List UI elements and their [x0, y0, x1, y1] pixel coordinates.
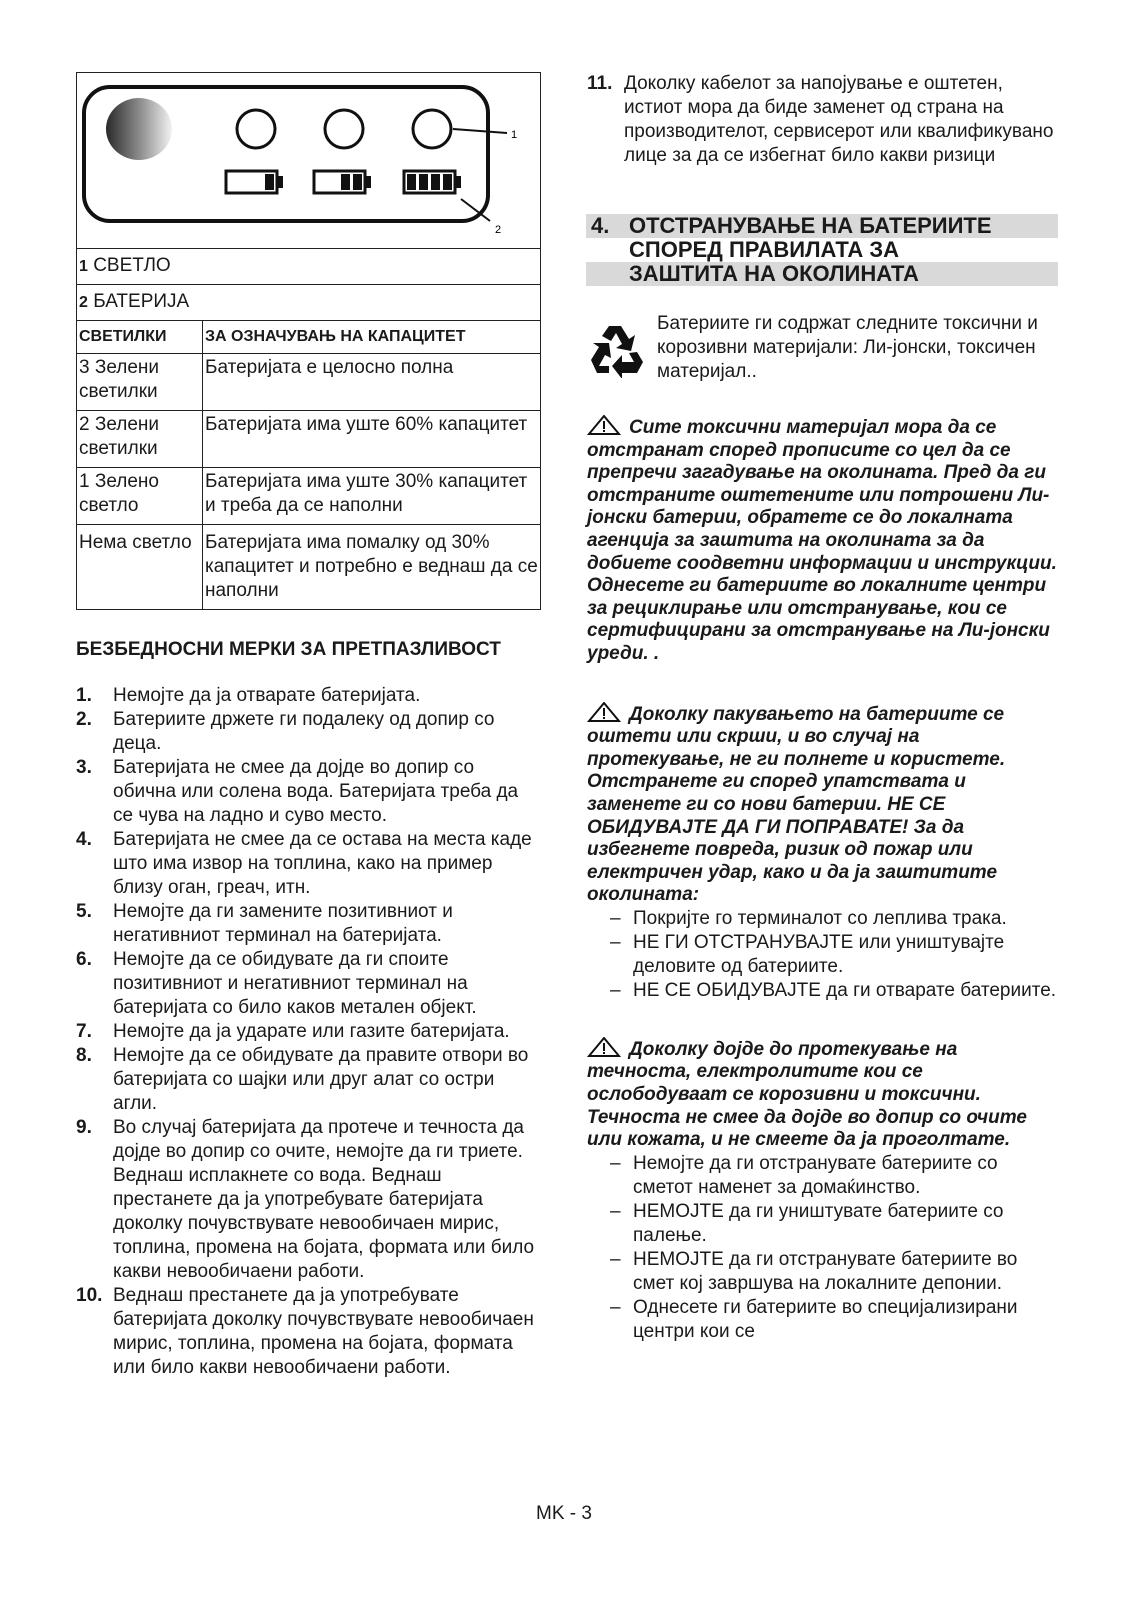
- left-column: [76, 72, 541, 1380]
- list-item: [76, 900, 541, 948]
- row-meaning: Батеријата има уште 30% капацитет и треба да се наполни: [203, 468, 541, 525]
- warning-text: Доколку пакувањето на батериите се оштети или скрши, и во случај на протекување, не ги полнете и користете. Отстранете ги според упатствата и заменете ги со нови батерии. НЕ СЕ ОБИДУВАЈТЕ ДА ГИ ПОПРАВАТЕ! За да избегнете повреда, ризик од пожар или електричен удар, како и да ја заштитите околината:: [587, 703, 1006, 906]
- precaution-list: [587, 907, 1057, 1003]
- list-item: [587, 72, 1057, 168]
- knob-graphic: [106, 98, 172, 160]
- warning-block-3: [587, 1037, 1057, 1152]
- item-number: 6.: [76, 949, 92, 970]
- battery-indicator-figure: [77, 73, 541, 249]
- list-item: [76, 1020, 541, 1044]
- disposal-section-heading: [587, 214, 1057, 286]
- item-number: 11.: [587, 73, 613, 94]
- item-number: 1.: [76, 685, 92, 706]
- row-lights: 3 Зелени светилки: [77, 354, 203, 411]
- list-item: [76, 684, 541, 708]
- item-text: Немојте да ја отварате батеријата.: [113, 685, 421, 706]
- item-text: Немојте да ја ударате или газите батеријата.: [113, 1021, 510, 1042]
- row-meaning: Батеријата има уште 60% капацитет: [203, 411, 541, 468]
- legend-2-text: БАТЕРИЈА: [93, 291, 190, 312]
- list-item: – НЕМОЈТЕ да ги отстранувате батериите во смет кој завршува на локалните депонии.: [610, 1248, 1057, 1296]
- indicator-table: [76, 72, 541, 610]
- recycle-note: [587, 312, 1057, 385]
- item-text: Доколку кабелот за напојување е оштетен, истиот мора да биде заменет од страна на производителот, сервисерот или квалификувано лице за да се избегнат било какви ризици: [624, 73, 1054, 166]
- item-number: 7.: [76, 1021, 92, 1042]
- list-item: [76, 1284, 541, 1380]
- item-number: 4.: [76, 829, 92, 850]
- item-text: Батериите држете ги подалеку од допир со деца.: [113, 709, 495, 754]
- list-item: – НЕМОЈТЕ да ги уништувате батериите со палење.: [610, 1200, 1057, 1248]
- row-lights: 1 Зелено светло: [77, 468, 203, 525]
- safety-list: [76, 684, 541, 1380]
- warning-block-1: [587, 415, 1057, 666]
- legend-row-1: [77, 249, 541, 285]
- list-item: – Немојте да ги отстранувате батериите со сметот наменет за домаќинство.: [610, 1152, 1057, 1200]
- item-text: Веднаш престанете да ја употребувате батеријата доколку почувствувате невообичаен мирис, топлина, промена на бојата, формата или било какви невообичаени работи.: [113, 1285, 534, 1378]
- list-item: [76, 756, 541, 828]
- item-number: 10.: [76, 1285, 103, 1306]
- list-item: [76, 708, 541, 756]
- heading-line: СПОРЕД ПРАВИЛАТА ЗА: [629, 237, 900, 262]
- item-text: Батеријата не смее да дојде во допир со обична или солена вода. Батеријата треба да се чува на ладно и суво место.: [113, 757, 519, 826]
- indicator-light-3: [413, 110, 451, 148]
- item-number: 2.: [76, 709, 92, 730]
- list-item: [76, 828, 541, 900]
- legend-row-2: [77, 285, 541, 321]
- list-item: – Покријте го терминалот со леплива трака.: [610, 907, 1057, 931]
- item-number: 3.: [76, 757, 92, 778]
- disposal-list: [587, 1152, 1057, 1344]
- section-number: 4.: [591, 213, 610, 238]
- list-item: – НЕ СЕ ОБИДУВАЈТЕ да ги отварате батериите.: [610, 979, 1057, 1003]
- indicator-light-2: [325, 110, 363, 148]
- item-text: Батеријата не смее да се остава на места каде што има извор на топлина, како на пример близу оган, греач, итн.: [113, 829, 532, 898]
- list-item: – Однесете ги батериите во специјализирани центри кои се: [610, 1296, 1057, 1344]
- warning-triangle-icon: [587, 415, 621, 435]
- indicator-light-1: [237, 110, 275, 148]
- item-number: 8.: [76, 1045, 92, 1066]
- right-column: [587, 72, 1057, 1344]
- item-text: Немојте да ги замените позитивниот и негативниот терминал на батеријата.: [113, 901, 453, 946]
- list-item: [76, 948, 541, 1020]
- list-item: – НЕ ГИ ОТСТРАНУВАЈТЕ или уништувајте деловите од батериите.: [610, 931, 1057, 979]
- callout-2: 2: [495, 224, 502, 236]
- safety-heading: БЕЗБЕДНОСНИ МЕРКИ ЗА ПРЕТПАЗЛИВОСТ: [76, 639, 501, 660]
- header-lights: СВЕТИЛКИ: [77, 321, 203, 354]
- legend-1-number: 1: [79, 258, 88, 275]
- safety-list-continued: [587, 72, 1057, 168]
- table-row: [77, 468, 541, 525]
- header-capacity: ЗА ОЗНАЧУВАЊ НА КАПАЦИТЕТ: [203, 321, 541, 354]
- page-number: MK - 3: [536, 1503, 592, 1524]
- table-row: [77, 354, 541, 411]
- item-number: 5.: [76, 901, 92, 922]
- recycle-icon: [587, 312, 657, 385]
- heading-line: ОТСТРАНУВАЊЕ НА БАТЕРИИТЕ: [629, 213, 992, 238]
- heading-line: ЗАШТИТА НА ОКОЛИНАТА: [629, 261, 919, 286]
- battery-icon-1: [226, 171, 283, 193]
- table-header-row: [77, 321, 541, 354]
- item-number: 9.: [76, 1117, 92, 1138]
- warning-text: Сите токсични материјал мора да се отстранат според прописите со цел да се препречи загадување на околината. Пред да ги отстраните оштетените или потрошени Ли-јонски батерии, обратете се до локалната агенција за заштита на околината за да добиете соодветни информации и инструкции. Однесете ги батериите во локалните центри за рециклирање или отстранување, кои се сертифицирани за отстранување на Ли-јонски уреди. .: [587, 417, 1057, 664]
- row-lights: Нема светло: [77, 525, 203, 610]
- legend-1-text: СВЕТЛО: [93, 255, 171, 276]
- warning-triangle-icon: [587, 1037, 621, 1057]
- callout-line-1: [453, 129, 507, 133]
- item-text: Немојте да се обидувате да правите отвори во батеријата со шајки или друг алат со остри агли.: [113, 1045, 529, 1114]
- row-lights: 2 Зелени светилки: [77, 411, 203, 468]
- row-meaning: Батеријата е целосно полна: [203, 354, 541, 411]
- callout-1: 1: [511, 129, 518, 141]
- table-row: [77, 411, 541, 468]
- recycle-text: Батериите ги содржат следните токсични и корозивни материјали: Ли-јонски, токсичен материјал..: [657, 313, 1038, 382]
- item-text: Во случај батеријата да протече и течноста да дојде во допир со очите, немојте да ги триете. Веднаш исплакнете со вода. Веднаш престанете да ја употребувате батеријата доколку почувствувате невообичаен мирис, топлина, промена на бојата, формата или било какви невообичаени работи.: [113, 1117, 535, 1282]
- warning-triangle-icon: [587, 702, 621, 722]
- legend-2-number: 2: [79, 294, 88, 311]
- battery-icon-2: [314, 171, 371, 193]
- battery-indicator-diagram: [77, 73, 540, 241]
- item-text: Немојте да се обидувате да ги споите позитивниот и негативниот терминал на батеријата со било каков метален објект.: [113, 949, 477, 1018]
- list-item: [76, 1116, 541, 1284]
- row-meaning: Батеријата има помалку од 30% капацитет и потребно е веднаш да се наполни: [203, 525, 541, 610]
- table-row: [77, 525, 541, 610]
- battery-icon-3: [404, 171, 461, 193]
- list-item: [76, 1044, 541, 1116]
- warning-text: Доколку дојде до протекување на течноста, електролитите кои се ослободуваат се корозивни и токсични. Течноста не смее да дојде во допир со очите или кожата, и не смеете да ја проголтате.: [587, 1038, 1027, 1151]
- warning-block-2: [587, 702, 1057, 907]
